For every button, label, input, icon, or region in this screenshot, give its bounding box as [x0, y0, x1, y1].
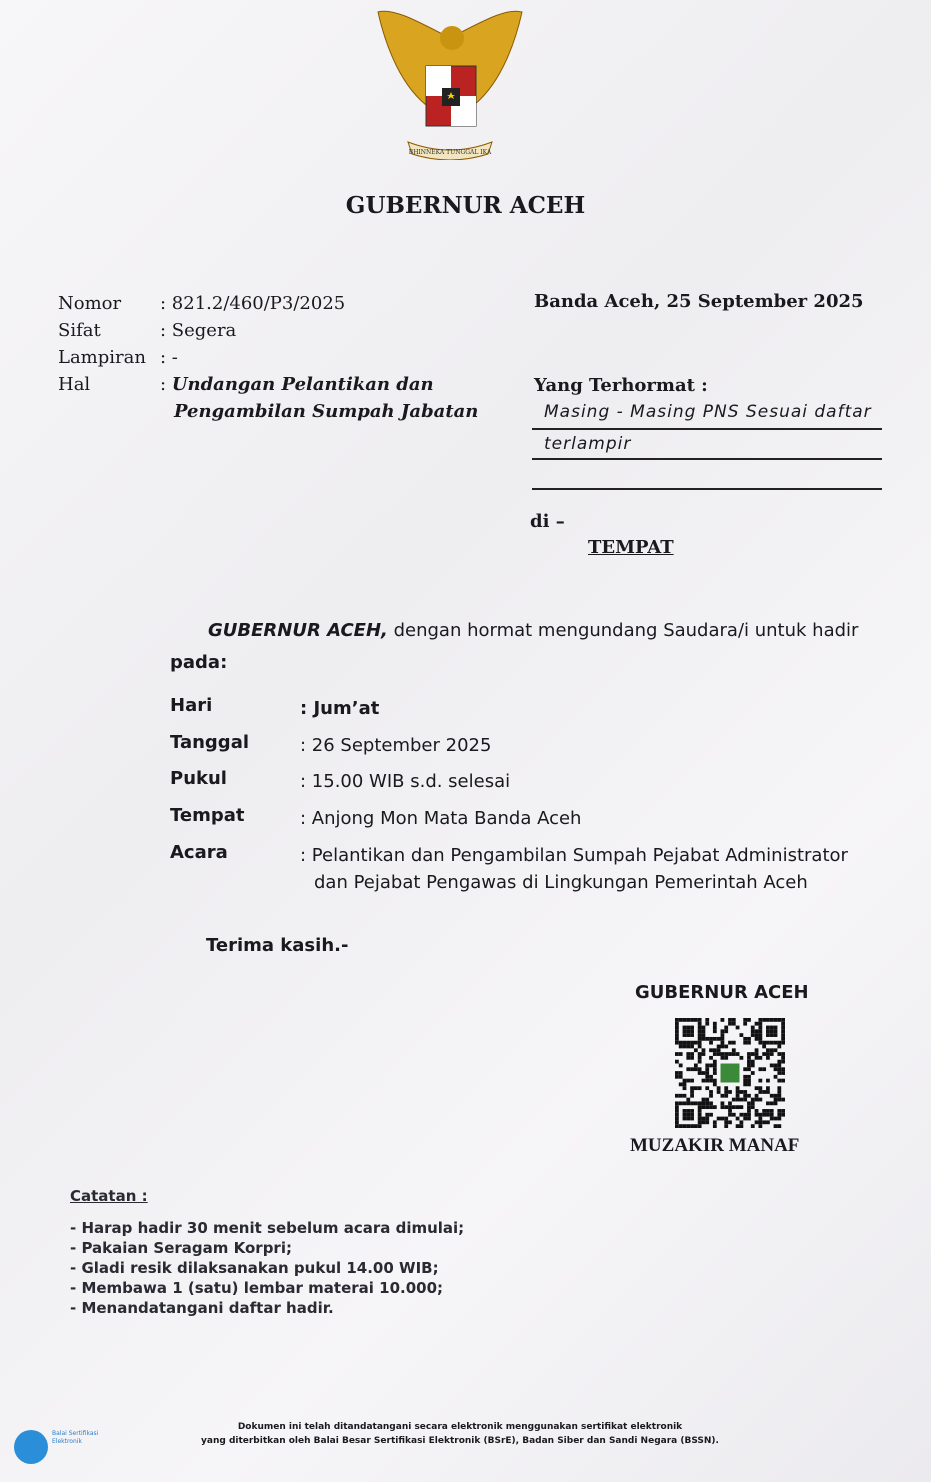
- note-item: - Pakaian Seragam Korpri;: [70, 1239, 292, 1257]
- detail-label: Tempat: [170, 805, 245, 826]
- qr-code: [672, 1018, 788, 1128]
- detail-label: Acara: [170, 842, 228, 863]
- note-item: - Gladi resik dilaksanakan pukul 14.00 WIB;: [70, 1259, 439, 1277]
- detail-row: [170, 695, 379, 722]
- footer-line-1: Dokumen ini telah ditandatangani secara elektronik menggunakan sertifikat elektronik: [237, 1422, 683, 1432]
- detail-value: : 26 September 2025: [300, 735, 492, 756]
- nomor-value: : 821.2/460/P3/2025: [160, 293, 346, 314]
- lampiran-label: Lampiran: [58, 347, 146, 368]
- recipient-line: [532, 458, 882, 460]
- detail-row: [170, 732, 491, 759]
- note-item: - Menandatangani daftar hadir.: [70, 1299, 334, 1317]
- notes-heading: Catatan :: [70, 1187, 148, 1205]
- detail-value: [300, 842, 848, 896]
- place-date: Banda Aceh, 25 September 2025: [534, 291, 864, 312]
- recipient-handwritten-1: Masing - Masing PNS Sesuai daftar: [544, 402, 872, 422]
- di-label: di –: [530, 511, 565, 532]
- hal-value-2: Pengambilan Sumpah Jabatan: [174, 401, 479, 422]
- garuda-emblem: [372, 8, 528, 160]
- intro-sender: GUBERNUR ACEH,: [208, 620, 388, 641]
- recipient-handwritten-2: terlampir: [544, 434, 632, 454]
- bsre-logo-text: Balai Sertifikasi Elektronik: [52, 1430, 99, 1445]
- recipient-line: [532, 488, 882, 490]
- sifat-value: : Segera: [160, 320, 237, 341]
- footer-line-2: yang diterbitkan oleh Balai Besar Sertifikasi Elektronik (BSrE), Badan Siber dan Sandi Negara (BSSN).: [201, 1436, 719, 1446]
- notes-list: [70, 1218, 464, 1318]
- closing: Terima kasih.-: [206, 935, 349, 956]
- signer-name: MUZAKIR MANAF: [630, 1135, 800, 1156]
- hal-colon: :: [160, 374, 167, 395]
- signature-title: GUBERNUR ACEH: [635, 982, 809, 1003]
- emblem-motto: BHINNEKA TUNGGAL IKA: [408, 149, 492, 156]
- recipient-line: [532, 428, 882, 430]
- intro-text: dengan hormat mengundang Saudara/i untuk hadir: [387, 620, 859, 641]
- hal-value-1: Undangan Pelantikan dan: [171, 374, 434, 395]
- detail-row: [170, 768, 510, 795]
- tempat-label: TEMPAT: [588, 537, 674, 558]
- note-item: - Membawa 1 (satu) lembar materai 10.000;: [70, 1279, 444, 1297]
- intro-paragraph: [208, 620, 858, 641]
- detail-value: : 15.00 WIB s.d. selesai: [300, 771, 511, 792]
- acara-line-2: dan Pejabat Pengawas di Lingkungan Pemerintah Aceh: [314, 872, 808, 893]
- footer-note: [150, 1420, 770, 1448]
- nomor-label: Nomor: [58, 293, 122, 314]
- intro-line2: pada:: [170, 652, 228, 673]
- hal-label: Hal: [58, 374, 91, 395]
- lampiran-value: : -: [160, 347, 178, 368]
- note-item: - Harap hadir 30 menit sebelum acara dimulai;: [70, 1219, 465, 1237]
- acara-line-1: : Pelantikan dan Pengambilan Sumpah Pejabat Administrator: [300, 845, 848, 866]
- recipient-heading: Yang Terhormat :: [534, 375, 708, 396]
- detail-label: Tanggal: [170, 732, 250, 753]
- detail-row: [170, 805, 581, 832]
- detail-label: Hari: [170, 695, 213, 716]
- detail-label: Pukul: [170, 768, 227, 789]
- detail-value: : Anjong Mon Mata Banda Aceh: [300, 808, 582, 829]
- letter-title: GUBERNUR ACEH: [345, 192, 586, 219]
- detail-value: : Jum’at: [300, 698, 380, 719]
- bsre-logo-icon: [14, 1430, 48, 1464]
- sifat-label: Sifat: [58, 320, 101, 341]
- letter-meta: [58, 290, 478, 425]
- detail-row: [170, 842, 848, 896]
